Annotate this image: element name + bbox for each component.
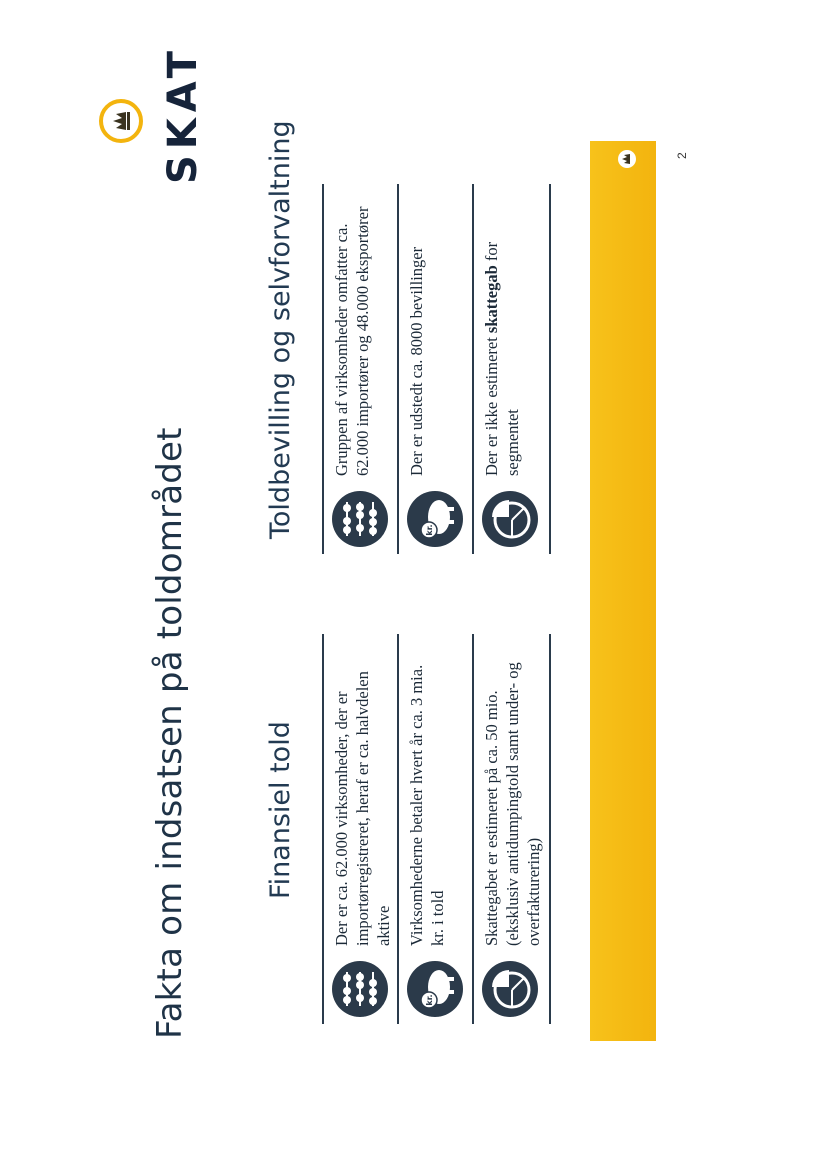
divider <box>549 634 551 1024</box>
fact-text: Der er ca. 62.000 virksomheder, der er importørregistreret, heraf er ca. halvdelen aktive <box>332 671 393 946</box>
pie-chart-icon <box>481 960 539 1018</box>
list-item <box>475 184 545 554</box>
page-title: Fakta om indsatsen på toldområdet <box>150 427 190 1039</box>
divider <box>397 184 399 554</box>
crown-emblem <box>617 149 637 169</box>
svg-text:kr.: kr. <box>425 994 434 1006</box>
svg-text:kr.: kr. <box>425 524 434 536</box>
abacus-icon <box>331 490 389 548</box>
page-number: 2 <box>675 152 689 159</box>
crown-emblem <box>98 98 144 144</box>
fact-text: Skattegabet er estimeret på ca. 50 mio. (eksklusiv antidumpingtold samt under- og overfakturering) <box>482 662 543 946</box>
left-column-heading: Finansiel told <box>265 721 296 899</box>
logo: SKAT <box>160 45 206 184</box>
list-item <box>325 634 395 1024</box>
list-item <box>400 634 470 1024</box>
list-item <box>325 184 395 554</box>
fact-text: Gruppen af virksomheder omfatter ca. 62.000 importører og 48.000 eksportører <box>332 206 372 476</box>
fact-text: Virksomhederne betaler hvert år ca. 3 mia. kr. i told <box>407 664 447 946</box>
list-item <box>400 184 470 554</box>
divider <box>472 634 474 1024</box>
piggy-bank-icon <box>406 490 464 548</box>
divider <box>549 184 551 554</box>
fact-text: Der er udstedt ca. 8000 bevillinger <box>407 246 426 476</box>
list-item <box>475 634 545 1024</box>
divider <box>322 634 324 1024</box>
pie-chart-icon <box>481 490 539 548</box>
divider <box>322 184 324 554</box>
divider <box>397 634 399 1024</box>
fact-text: Der er ikke estimeret skattegab for segmentet <box>482 241 522 476</box>
divider <box>472 184 474 554</box>
footer-bar <box>590 141 656 1041</box>
piggy-bank-icon <box>406 960 464 1018</box>
right-column-heading: Toldbevilling og selvforvaltning <box>265 120 296 539</box>
abacus-icon <box>331 960 389 1018</box>
